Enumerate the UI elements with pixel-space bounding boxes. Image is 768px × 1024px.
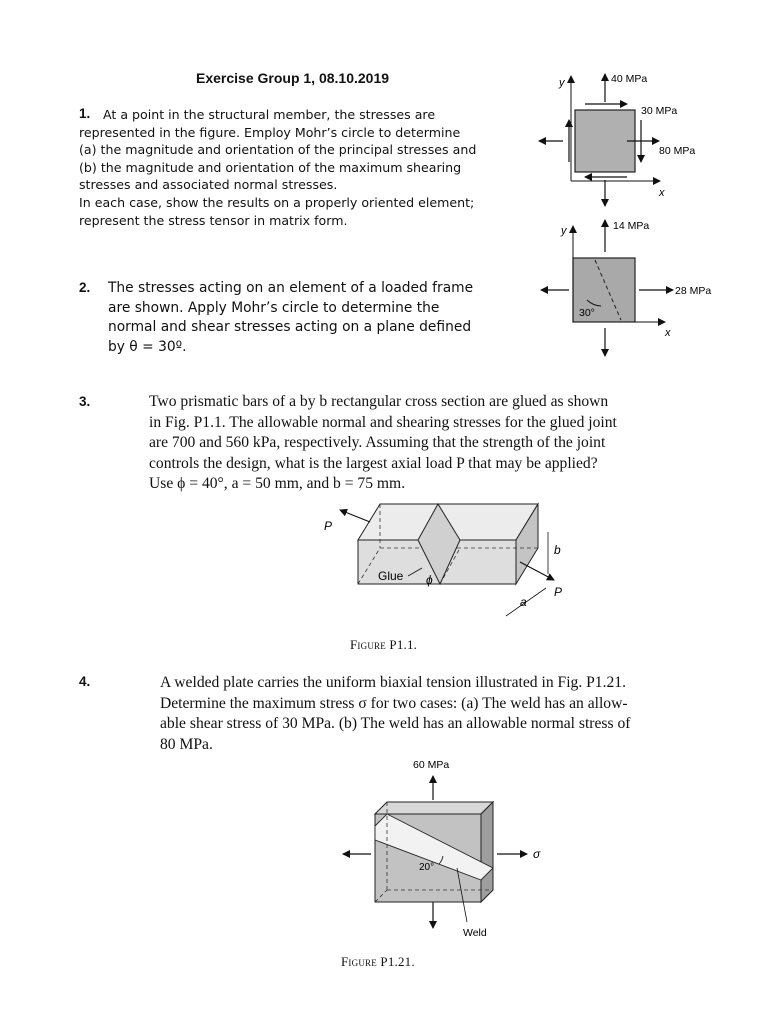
weld-label: Weld	[463, 927, 487, 939]
q1-line: represented in the figure. Employ Mohr’s circle to determine	[79, 124, 461, 140]
load-right-arrow	[520, 562, 554, 580]
q4-welded-plate-figure	[335, 756, 565, 946]
page-title: Exercise Group 1, 08.10.2019	[196, 70, 390, 86]
q1-number: 1.	[79, 106, 91, 121]
sigma-x-label: 28 MPa	[675, 285, 712, 297]
q4-text	[160, 673, 708, 755]
sigma-y-label: 14 MPa	[613, 220, 650, 232]
q3-line: controls the design, what is the largest axial load P that may be applied?	[149, 454, 598, 472]
q1-line: represent the stress tensor in matrix form.	[79, 212, 348, 228]
q2-stress-element-figure	[535, 216, 735, 358]
glue-label: Glue	[378, 569, 404, 583]
q3-text	[149, 392, 709, 495]
q3-line: are 700 and 560 kPa, respectively. Assuming that the strength of the joint	[149, 434, 606, 451]
q3-line: Use ϕ = 40°, a = 50 mm, and b = 75 mm.	[149, 475, 406, 492]
q4-line: Determine the maximum stress σ for two cases: (a) The weld has an allow-	[160, 694, 628, 712]
caption-number: P1.21.	[380, 954, 415, 969]
q4-figure-caption	[341, 954, 415, 970]
q1-line: (a) the magnitude and orientation of the principal stresses and	[79, 142, 477, 158]
q1-line: (b) the magnitude and orientation of the maximum shearing	[79, 159, 462, 175]
sigma-y-label: 40 MPa	[611, 73, 648, 85]
q1-line: stresses and associated normal stresses.	[79, 177, 338, 193]
x-axis-label: x	[665, 327, 671, 339]
q3-figure-caption	[350, 637, 417, 653]
q1-line: At a point in the structural member, the stresses are	[103, 107, 436, 122]
shear-label: 30 MPa	[641, 105, 678, 117]
q1-text	[79, 106, 529, 229]
load-left-arrow	[340, 510, 370, 522]
load-left-label: P	[324, 519, 333, 533]
phi-label: ϕ	[426, 573, 433, 587]
q4-line: able shear stress of 30 MPa. (b) The weld has an allowable normal stress of	[160, 715, 631, 732]
dim-a-label: a	[520, 595, 527, 609]
q1-stress-element-figure	[535, 66, 735, 216]
q3-number: 3.	[79, 394, 91, 409]
caption-prefix: Figure	[341, 954, 377, 969]
q2-line: normal and shear stresses acting on a plane defined	[108, 319, 472, 335]
stress-element	[575, 110, 635, 172]
q2-text	[108, 279, 528, 357]
q2-line: The stresses acting on an element of a loaded frame	[108, 280, 474, 296]
dim-b-label: b	[554, 543, 561, 557]
q1-line: In each case, show the results on a properly oriented element;	[79, 194, 475, 210]
load-right-label: P	[554, 585, 563, 599]
q4-line: A welded plate carries the uniform biaxial tension illustrated in Fig. P1.21.	[160, 674, 626, 691]
q4-number: 4.	[79, 674, 91, 689]
caption-number: P1.1.	[389, 637, 418, 652]
caption-prefix: Figure	[350, 637, 386, 652]
q3-line: in Fig. P1.1. The allowable normal and shearing stresses for the glued joint	[149, 413, 617, 431]
y-axis-label: y	[559, 77, 565, 89]
plate-top-face	[375, 802, 493, 814]
q3-glued-bars-figure	[310, 492, 590, 622]
q4-line: 80 MPa.	[160, 735, 213, 753]
y-axis-label: y	[561, 225, 567, 237]
angle-label: 20°	[419, 862, 435, 873]
q2-line: by θ = 30º.	[108, 338, 187, 355]
sigma-x-label: 80 MPa	[659, 145, 696, 157]
sigma-right-label: σ	[533, 847, 541, 861]
sigma-top-label: 60 MPa	[413, 759, 450, 771]
x-axis-label: x	[659, 187, 665, 199]
q2-line: are shown. Apply Mohr’s circle to determine the	[108, 299, 440, 316]
q2-number: 2.	[79, 280, 91, 295]
plate-side-face	[481, 802, 493, 902]
angle-label: 30°	[579, 307, 595, 319]
q3-line: Two prismatic bars of a by b rectangular cross section are glued as shown	[149, 393, 609, 410]
